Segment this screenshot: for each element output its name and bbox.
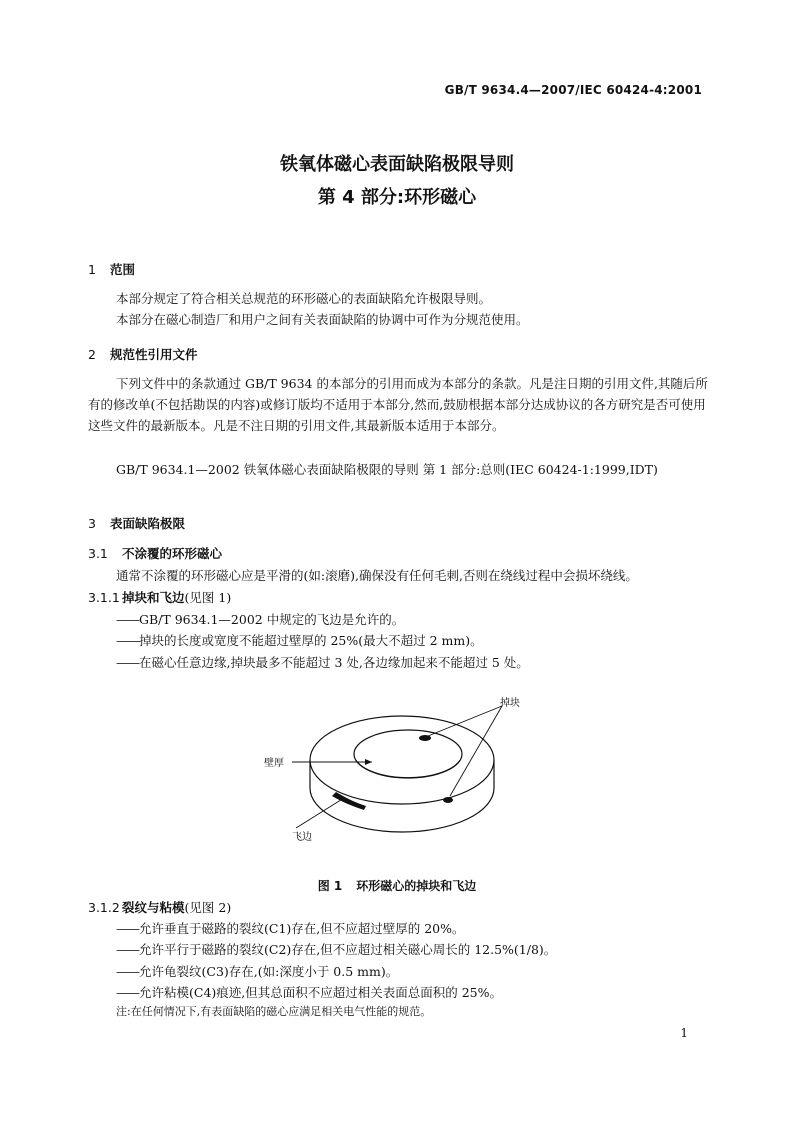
standard-id-header: GB/T 9634.4—2007/IEC 60424-4:2001 xyxy=(444,83,702,97)
section-title: 表面缺陷极限 xyxy=(110,516,186,531)
subsection-number: 3.1.1 xyxy=(88,590,120,605)
subsection-3-1-1-heading xyxy=(88,588,231,606)
chip-mark-bottom xyxy=(443,797,453,803)
dash-marker: —— xyxy=(116,921,139,936)
document-title: 铁氧体磁心表面缺陷极限导则 xyxy=(280,154,514,175)
page-number: 1 xyxy=(680,1026,688,1040)
toroid-core-figure xyxy=(262,692,522,852)
subsection-title: 掉块和飞边 xyxy=(122,590,185,605)
note: 注:在任何情况下,有表面缺陷的磁心应满足相关电气性能的规范。 xyxy=(116,1005,432,1018)
list-item: ——掉块的长度或宽度不能超过壁厚的 25%(最大不超过 2 mm)。 xyxy=(116,633,483,648)
section-2-paragraph-1: 下列文件中的条款通过 GB/T 9634 的本部分的引用而成为本部分的条款。凡是注日期的引用文件,其随后所有的修改单(不包括勘误的内容)或修订版均不适用于本部分,然而,鼓励根据本部分达成协议的各方研究是否可使用这些文件的最新版本。凡是不注日期的引用文件,其最新版本适用于本部分。 xyxy=(88,376,708,433)
dash-marker: —— xyxy=(116,985,139,1000)
section-3-heading xyxy=(88,514,185,532)
list-item: ——GB/T 9634.1—2002 中规定的飞边是允许的。 xyxy=(116,612,405,627)
label-chip: 掉块 xyxy=(500,698,520,709)
subsection-3-1-heading xyxy=(88,544,222,562)
subsection-3-1-2-heading xyxy=(88,898,231,916)
figure-1-caption xyxy=(0,877,794,894)
subsection-number: 3.1 xyxy=(88,546,108,561)
figure-number: 图 1 xyxy=(317,879,343,893)
subsection-title: 裂纹与粘模 xyxy=(122,900,185,915)
section-title: 范围 xyxy=(110,262,136,277)
dash-marker: —— xyxy=(116,655,139,670)
dash-marker: —— xyxy=(116,633,139,648)
subsection-3-1-text: 通常不涂覆的环形磁心应是平滑的(如:滚磨),确保没有任何毛刺,否则在绕线过程中会损坏绕线。 xyxy=(116,568,638,583)
label-wall-thickness: 壁厚 xyxy=(264,758,284,769)
figure-reference: (见图 2) xyxy=(184,900,232,915)
section-2-heading xyxy=(88,345,198,363)
figure-caption-text: 环形磁心的掉块和飞边 xyxy=(356,879,477,893)
list-item: ——在磁心任意边缘,掉块最多不能超过 3 处,各边缘加起来不能超过 5 处。 xyxy=(116,655,529,670)
list-item: ——允许垂直于磁路的裂纹(C1)存在,但不应超过壁厚的 20%。 xyxy=(116,921,465,936)
list-item: ——允许平行于磁路的裂纹(C2)存在,但不应超过相关磁心周长的 12.5%(1/8)。 xyxy=(116,942,557,957)
subsection-title: 不涂覆的环形磁心 xyxy=(122,546,223,561)
dash-marker: —— xyxy=(116,942,139,957)
section-title: 规范性引用文件 xyxy=(110,347,198,362)
section-1-paragraph-1: 本部分规定了符合相关总规范的环形磁心的表面缺陷允许极限导则。 xyxy=(116,291,492,306)
section-number: 2 xyxy=(88,347,96,362)
figure-reference: (见图 1) xyxy=(184,590,232,605)
section-1-heading xyxy=(88,260,135,278)
section-2-reference: GB/T 9634.1—2002 铁氧体磁心表面缺陷极限的导则 第 1 部分:总则(IEC 60424-1:1999,IDT) xyxy=(116,462,658,477)
section-number: 1 xyxy=(88,262,96,277)
section-1-paragraph-2: 本部分在磁心制造厂和用户之间有关表面缺陷的协调中可作为分规范使用。 xyxy=(116,312,529,327)
dash-marker: —— xyxy=(116,612,139,627)
dash-marker: —— xyxy=(116,964,139,979)
subsection-number: 3.1.2 xyxy=(88,900,120,915)
list-item: ——允许粘模(C4)痕迹,但其总面积不应超过相关表面总面积的 25%。 xyxy=(116,985,503,1000)
section-number: 3 xyxy=(88,516,96,531)
label-burr: 飞边 xyxy=(292,832,312,843)
document-subtitle: 第 4 部分:环形磁心 xyxy=(317,187,477,208)
list-item: ——允许龟裂纹(C3)存在,(如:深度小于 0.5 mm)。 xyxy=(116,964,399,979)
